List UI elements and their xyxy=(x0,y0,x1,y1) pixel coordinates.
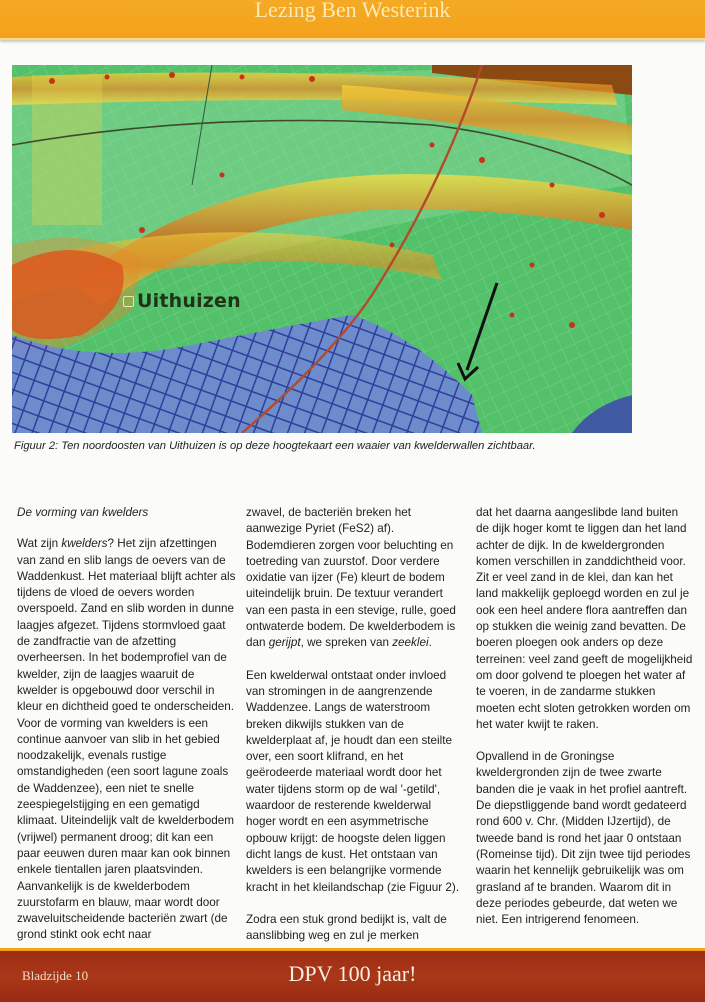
article-column-3 xyxy=(476,505,694,944)
text: . xyxy=(428,636,432,650)
text: zwavel, de bacteriën breken het aanwezige Pyriet (FeS2) af). Bodemdieren zorgen voor beluchting en toetreding van zuurstof. Door verdere oxidatie van ijzer (Fe) kleurt de bodem uiteindelijk bruin. De textuur verandert van een pasta in een stevige, rulle, goed ontwaterde bodem. De kwelderbodem is dan xyxy=(246,506,456,650)
page-header xyxy=(0,0,705,40)
paragraph: dat het daarna aangeslibde land buiten de dijk hoger komt te liggen dan het land achter de dijk. In de kweldergronden komen verschillen in zanddichtheid voor. Zit er veel zand in de klei, dan kan het land makkelijk geploegd worden en zul je ook een heel andere flora aantreffen dan op stukken die weinig zand bevatten. De boeren ploegen ook anders op deze terreinen: veel zand geeft de mogelijkheid om door golvend te ploegen het water af te voeren, in de zandarme stukken moeten echt sloten getrokken worden om het water kwijt te raken. xyxy=(476,506,693,731)
map-label-uithuizen: Uithuizen xyxy=(137,290,241,312)
paragraph: Opvallend in de Groningse kweldergronden zijn de twee zwarte banden die je vaak in het profiel aantreft. De diepstliggende band wordt gedateerd rond 600 v. Chr. (Midden IJzertijd), de tweede band is rond het jaar 0 ontstaan (Romeinse tijd). Dit zijn twee tijd periodes waarin het kennelijk gebruikelijk was om grasland af te branden. Waarom dit in deze periodes gebeurde, dat weten we niet. Een intrigerend fenomeen. xyxy=(476,750,691,927)
emphasis: kwelders xyxy=(61,537,108,551)
paragraph xyxy=(17,536,237,943)
page-number: Bladzijde 10 xyxy=(22,968,89,983)
paragraph: Een kwelderwal ontstaat onder invloed van stromingen in de aangrenzende Waddenzee. Langs de waterstroom breken dikwijls stukken van de kwelderplaat af, je houdt dan een steilte over, een soort klifrand, en het geërodeerde materiaal wordt door het water tijdens storm op de wal '-getild', waardoor de resterende kwelderwal hoger wordt en een asymmetrische opbouw krijgt: de hoogste delen liggen dicht langs de kust. Het ontstaan van kwelders is een belangrijke vormende kracht in het kleilandschap (zie Figuur 2). xyxy=(246,668,460,894)
header-title: Lezing Ben Westerink xyxy=(254,0,451,22)
page-footer xyxy=(0,948,705,1002)
emphasis: gerijpt xyxy=(268,636,301,650)
paragraph xyxy=(246,505,464,652)
elevation-map-figure xyxy=(12,65,632,433)
paragraph: Zodra een stuk grond bedijkt is, valt de aanslibbing weg en zul je merken xyxy=(246,912,447,943)
elevation-map-image xyxy=(12,65,632,433)
figure-caption: Figuur 2: Ten noordoosten van Uithuizen is op deze hoogtekaart een waaier van kwelderwallen zichtbaar. xyxy=(14,440,536,452)
text: ? Het zijn afzettingen van zand en slib langs de oevers van de Waddenkust. Het materiaal blijft achter als tijdens de vloed de oevers worden overspoeld. Zand en slib worden in dunne laagjes afgezet. Tijdens stormvloed gaat de zandfractie van de afzetting overheersen. In het bodemprofiel van de kwelder, zijn de laagjes waaruit de kwelder is opgebouwd door verschil in kleur en dichtheid goed te onderscheiden. Voor de vorming van kwelders is een continue aanvoer van slib in het gebied noodzakelijk, evenals rustige omstandigheden (een soort lagune zoals de Waddenzee), een niet te snelle zeespiegelstijging en een gematigd klimaat. Uiteindelijk valt de kwelderbodem (vrijwel) permanent droog; dit kan een paar eeuwen duren maar kan ook binnen enkele tientallen jaren plaatsvinden. Aanvankelijk is de kwelderbodem zuurstofarm en blauw, maar wordt door zwaveluitscheidende bacteriën zwart (de grond stinkt ook echt naar xyxy=(17,537,236,942)
footer-title: DPV 100 jaar! xyxy=(288,961,417,986)
text: , we spreken van xyxy=(300,636,393,650)
emphasis: zeeklei xyxy=(392,636,429,650)
article-column-2 xyxy=(246,505,464,960)
article-column-1 xyxy=(17,505,237,960)
town-marker-icon xyxy=(123,296,134,307)
article-heading: De vorming van kwelders xyxy=(17,506,149,519)
text: Wat zijn xyxy=(17,537,62,551)
